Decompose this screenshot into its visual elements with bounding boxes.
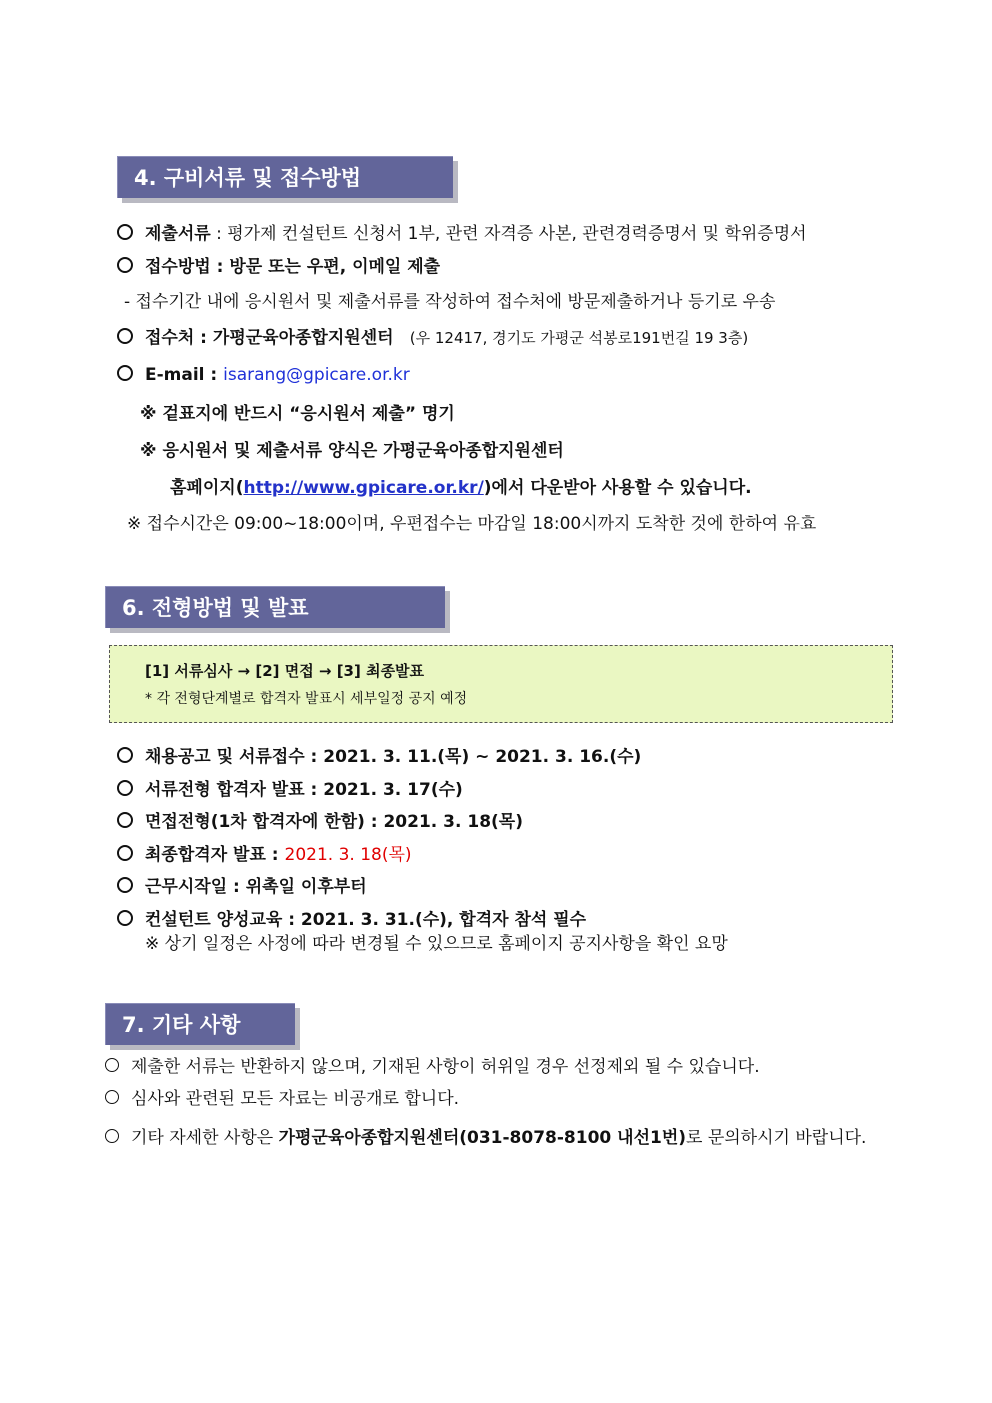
process-steps: [1] 서류심사 → [2] 면접 → [3] 최종발표	[145, 662, 425, 680]
misc-item	[105, 1055, 760, 1079]
start-date-text: 근무시작일 : 위촉일 이후부터	[145, 877, 367, 897]
section6-header	[105, 586, 445, 628]
homepage-suffix: )에서 다운받아 사용할 수 있습니다.	[483, 478, 752, 498]
note-hours	[127, 512, 816, 536]
circle-bullet-icon	[117, 845, 133, 861]
place-label: 접수처 : 가평군육아종합지원센터	[145, 328, 394, 348]
note-cover	[140, 402, 455, 426]
note-hours-text: ※ 접수시간은 09:00~18:00이며, 우편접수는 마감일 18:00시까지 도착한 것에 한하여 유효	[127, 514, 817, 534]
circle-bullet-icon	[117, 910, 133, 926]
misc-text: 심사와 관련된 모든 자료는 비공개로 합니다.	[131, 1089, 460, 1109]
section4-title: 4. 구비서류 및 접수방법	[134, 166, 362, 190]
circle-bullet-icon	[117, 365, 133, 381]
section7-header	[105, 1003, 295, 1045]
section6-title: 6. 전형방법 및 발표	[122, 596, 309, 620]
circle-bullet-icon	[117, 812, 133, 828]
docs-line	[117, 222, 807, 246]
section4-header	[117, 156, 453, 198]
circle-bullet-icon	[117, 877, 133, 893]
final-result-line	[117, 843, 412, 867]
note-homepage	[170, 476, 752, 500]
place-address: (우 12417, 경기도 가평군 석봉로191번길 19 3층)	[409, 329, 749, 347]
misc-text: 제출한 서류는 반환하지 않으며, 기재된 사항이 허위일 경우 선정제외 될 수 있습니다.	[131, 1057, 760, 1077]
circle-bullet-icon	[117, 780, 133, 796]
method-detail-text: - 접수기간 내에 응시원서 및 제출서류를 작성하여 접수처에 방문제출하거나 등기로 우송	[124, 292, 776, 312]
circle-bullet-icon	[105, 1090, 119, 1104]
schedule-note-text: ※ 상기 일정은 사정에 따라 변경될 수 있으므로 홈페이지 공지사항을 확인 요망	[145, 934, 728, 954]
email-line	[117, 363, 410, 387]
method-line	[117, 255, 440, 279]
note-forms	[140, 439, 564, 463]
selection-process-box	[109, 645, 893, 723]
note-cover-text: ※ 겉표지에 반드시 “응시원서 제출” 명기	[140, 404, 455, 424]
docs-text: : 평가제 컨설턴트 신청서 1부, 관련 자격증 사본, 관련경력증명서 및 학위증명서	[210, 224, 807, 244]
docs-label: 제출서류	[145, 224, 211, 244]
circle-bullet-icon	[105, 1129, 119, 1143]
homepage-prefix: 홈페이지(	[170, 478, 244, 498]
schedule-text: 면접전형(1차 합격자에 한함) : 2021. 3. 18(목)	[145, 812, 523, 832]
schedule-item	[117, 745, 641, 769]
method-detail	[124, 290, 775, 314]
misc-text-suffix: 로 문의하시기 바랍니다.	[686, 1128, 867, 1148]
schedule-text: 채용공고 및 서류접수 : 2021. 3. 11.(목) ~ 2021. 3. 16.(수)	[145, 747, 642, 767]
place-line	[117, 326, 748, 350]
homepage-link[interactable]: http://www.gpicare.or.kr/	[243, 478, 484, 498]
method-text: 접수방법 : 방문 또는 우편, 이메일 제출	[145, 257, 441, 277]
circle-bullet-icon	[117, 328, 133, 344]
process-note: * 각 전형단계별로 합격자 발표시 세부일정 공지 예정	[145, 691, 468, 707]
circle-bullet-icon	[117, 257, 133, 273]
misc-item	[105, 1126, 866, 1150]
schedule-note	[145, 932, 728, 956]
contact-info: 가평군육아종합지원센터(031-8078-8100 내선1번)	[278, 1128, 687, 1148]
education-text: 컨설턴트 양성교육 : 2021. 3. 31.(수), 합격자 참석 필수	[145, 910, 587, 930]
email-link[interactable]: isarang@gpicare.or.kr	[223, 365, 410, 385]
misc-item	[105, 1087, 459, 1111]
final-result-label: 최종합격자 발표 :	[145, 845, 285, 865]
misc-text-prefix: 기타 자세한 사항은	[131, 1128, 279, 1148]
email-label: E-mail :	[145, 365, 224, 385]
start-date-line	[117, 875, 367, 899]
circle-bullet-icon	[117, 224, 133, 240]
final-result-date: 2021. 3. 18(목)	[284, 845, 412, 865]
circle-bullet-icon	[105, 1058, 119, 1072]
note-forms-text: ※ 응시원서 및 제출서류 양식은 가평군육아종합지원센터	[140, 441, 564, 461]
circle-bullet-icon	[117, 747, 133, 763]
schedule-item	[117, 810, 523, 834]
education-line	[117, 908, 586, 932]
schedule-item	[117, 778, 463, 802]
schedule-text: 서류전형 합격자 발표 : 2021. 3. 17(수)	[145, 780, 463, 800]
section7-title: 7. 기타 사항	[122, 1013, 241, 1037]
